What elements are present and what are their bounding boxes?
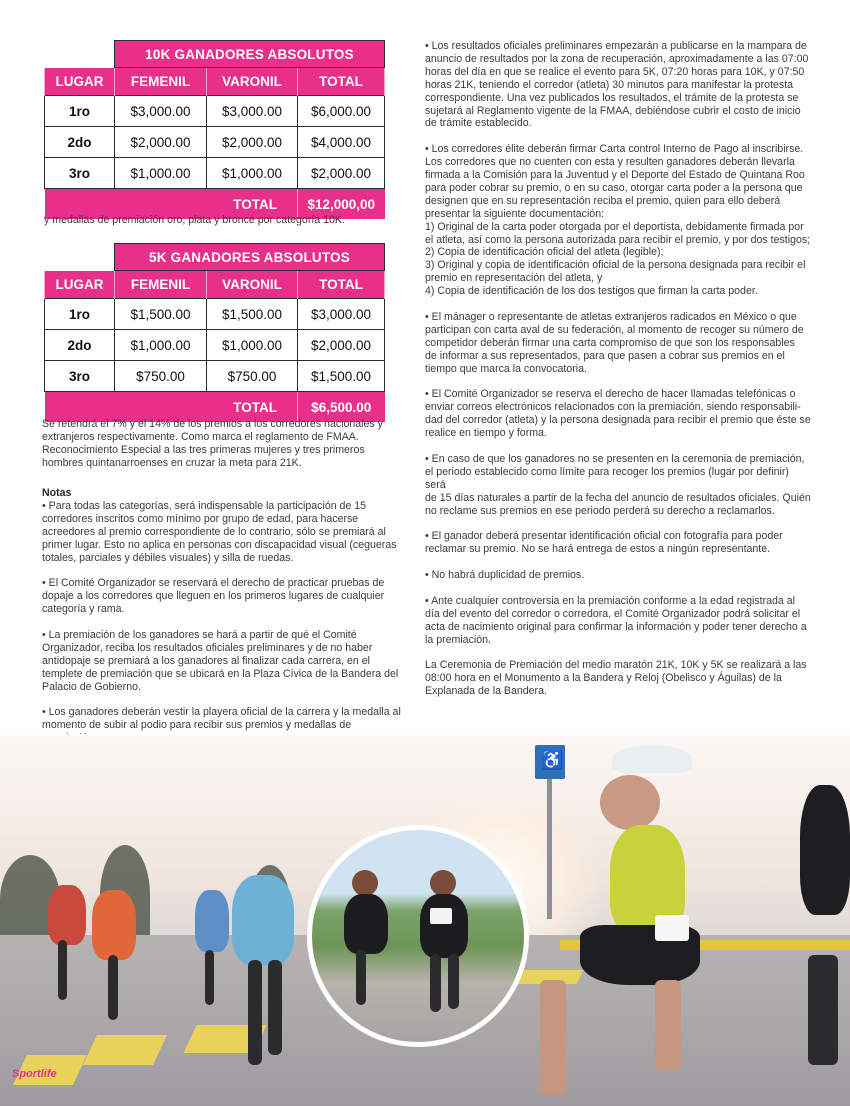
table-row — [45, 127, 385, 158]
runner-leg — [540, 980, 566, 1095]
runner-leg — [268, 960, 282, 1055]
total-value: $6,500.00 — [298, 392, 385, 423]
paragraph-controversy: • Ante cualquier controversia en la premiación conforme a la edad registrada al día del evento del corredor o corredora, el Comité Organizador podrá solicitar el acta de nacimiento original para confirmar la información y poder tener derecho a la premiación. — [425, 594, 807, 646]
paragraph-manager: • El mánager o representante de atletas extranjeros radicados en México o que participan con carta aval de su federación, al momento de recoger su número de competidor deberán firmar una carta compromiso de que son los responsables de informar a sus representados, para que pasen a cobrar sus premios en el tiempo que marca la convocatoria. — [425, 311, 804, 375]
runner-leg — [430, 954, 441, 1012]
cell-total: $3,000.00 — [298, 299, 385, 330]
sign-pole — [547, 779, 552, 919]
runner-leg — [108, 955, 118, 1020]
runner — [420, 894, 468, 958]
nota-item: • La premiación de los ganadores se hará a partir de qué el Comité Organizador, reciba los resultados oficiales preliminares y de no haber antidopaje se premiará a los ganadores al finalizar cada carrera, en el templete de premiación que se ubicará en la Plaza Cívica de la Bandera del Palacio de Gobierno. — [42, 628, 399, 693]
cell-varonil: $1,500.00 — [207, 299, 298, 330]
cell-lugar: 2do — [45, 330, 115, 361]
cell-femenil: $3,000.00 — [115, 96, 207, 127]
runner-leg — [808, 955, 838, 1065]
table-header-row — [45, 68, 385, 96]
cell-total: $6,000.00 — [298, 96, 385, 127]
retention-paragraph — [42, 418, 383, 470]
runner-head — [352, 870, 378, 896]
runner-leg — [655, 980, 681, 1070]
table-row — [45, 361, 385, 392]
runner — [48, 885, 86, 945]
header-total: TOTAL — [298, 271, 385, 299]
cell-total: $2,000.00 — [298, 330, 385, 361]
runner-leg — [448, 954, 459, 1009]
runner — [344, 894, 388, 954]
paragraph-results: • Los resultados oficiales preliminares empezarán a publicarse en la mampara de anuncio de resultados por la zona de recuperación, aproximadamente a las 07:00 horas del día en que se realice el evento para 5K, 07:20 horas para 10K, y 07:50 horas 21K, teniendo el corredor (atleta) 30 minutos para manifestar la protesta correspondiente. Una vez publicados los resultados, el trámite de la protesta se sujetará al Reglamento vigente de la FMAA, debiéndose cubrir el costo de inicio de trámite establecido. — [425, 40, 809, 130]
runner-head — [600, 775, 660, 830]
cell-femenil: $750.00 — [115, 361, 207, 392]
header-varonil: VARONIL — [207, 271, 298, 299]
cell-varonil: $750.00 — [207, 361, 298, 392]
total-label: TOTAL — [45, 189, 298, 220]
notas-heading: Notas — [42, 487, 72, 499]
header-total: TOTAL — [298, 68, 385, 96]
header-lugar: LUGAR — [45, 68, 115, 96]
table-title-row — [45, 41, 385, 68]
race-bib — [655, 915, 689, 941]
race-bib — [430, 908, 452, 924]
runner — [92, 890, 136, 960]
cell-total: $4,000.00 — [298, 127, 385, 158]
table-row — [45, 158, 385, 189]
table-5k-title: 5K GANADORES ABSOLUTOS — [115, 244, 385, 271]
table-10k — [44, 40, 385, 219]
paragraph-calls: • El Comité Organizador se reserva el derecho de hacer llamadas telefónicas o enviar correos electrónicos relacionados con la premiación, siendo responsabili- dad del corredor (atleta) y la persona designada para recibir el premio que éste se realice en tiempo y forma. — [425, 388, 811, 440]
cell-varonil: $1,000.00 — [207, 330, 298, 361]
cell-total: $1,500.00 — [298, 361, 385, 392]
table-row — [45, 299, 385, 330]
table-title-row — [45, 244, 385, 271]
accessibility-sign-icon — [535, 745, 565, 779]
runner — [800, 785, 850, 915]
nota-item: • Los ganadores deberán vestir la playera oficial de la carrera y la medalla al momento de subir al podio para recibir sus premios y medallas de — [42, 706, 401, 732]
runner — [195, 890, 229, 952]
total-value: $12,000,00 — [298, 189, 385, 220]
cell-varonil: $3,000.00 — [207, 96, 298, 127]
cell-femenil: $1,000.00 — [115, 330, 207, 361]
inset-photo — [307, 825, 529, 1047]
table-10k-title: 10K GANADORES ABSOLUTOS — [115, 41, 385, 68]
paragraph-absence: • En caso de que los ganadores no se presenten en la ceremonia de premiación, el periodo establecido como límite para recoger los premios (lugar por definir) será de 15 días naturales a partir de la fecha del anuncio de resultados oficiales. Quién no reclame sus premios en ese periodo perderá su derecho a reclamarlos. — [425, 452, 811, 517]
table-5k — [44, 243, 385, 422]
cell-total: $2,000.00 — [298, 158, 385, 189]
cell-lugar: 1ro — [45, 299, 115, 330]
header-varonil: VARONIL — [207, 68, 298, 96]
cap — [612, 745, 692, 773]
cell-lugar: 3ro — [45, 158, 115, 189]
cell-femenil: $1,000.00 — [115, 158, 207, 189]
cell-varonil: $2,000.00 — [207, 127, 298, 158]
paragraph-id: • El ganador deberá presentar identificación oficial con fotografía para poder reclamar su premio. No se hará entrega de estos a ningún representante. — [425, 530, 783, 556]
runner-head — [430, 870, 456, 896]
table-header-row — [45, 271, 385, 299]
right-column — [425, 40, 811, 711]
cell-varonil: $1,000.00 — [207, 158, 298, 189]
nota-item: • El Comité Organizador se reservará el derecho de practicar pruebas de dopaje a los corredores que lleguen en los primeros lugares de cualquier categoría y rama. — [42, 577, 385, 616]
header-lugar: LUGAR — [45, 271, 115, 299]
text-line: Se retendrá el 7% y el 14% de los premios a los corredores nacionales y — [42, 418, 383, 430]
text-line: extranjeros respectivamente. Como marca el reglamento de FMAA. — [42, 430, 359, 443]
medals-note: y medallas de premiación oro, plata y bronce por categoría 10K. — [44, 214, 345, 226]
paragraph-ceremony: La Ceremonia de Premiación del medio maratón 21K, 10K y 5K se realizará a las 08:00 hora en el Monumento a la Bandera y Reloj (Obelisco y Águilas) de la Explanada de la Bandera. — [425, 659, 807, 698]
table-row — [45, 96, 385, 127]
cell-lugar: 1ro — [45, 96, 115, 127]
crosswalk-stripe — [83, 1035, 167, 1065]
magazine-brand-logo: Sportlife — [12, 1068, 57, 1080]
text-line: Reconocimiento Especial a las tres primeras mujeres y tres primeros — [42, 443, 365, 456]
table-row — [45, 330, 385, 361]
runner-leg — [356, 950, 366, 1005]
runner-leg — [205, 950, 214, 1005]
header-femenil: FEMENIL — [115, 271, 207, 299]
cell-femenil: $1,500.00 — [115, 299, 207, 330]
cell-lugar: 3ro — [45, 361, 115, 392]
paragraph-duplicity: • No habrá duplicidad de premios. — [425, 569, 585, 582]
paragraph-elite: • Los corredores élite deberán firmar Carta control Interno de Pago al inscribirse. Los corredores que no cuenten con esta y resulten ganadores deberán llevarla firmada a la Comisión para la Juventud y el Deporte del Estado de Quintana Roo para poder cobrar su premio, o en su caso, otorgar carta poder a la persona que designen que en su representación reciba el premio, quien para ello deberá presentar la siguiente documentación: 1) Original de la carta poder otorgada por el deportista, debidamente firmada por el atleta, así como la persona autorizada para recibir el premio, y por dos testigos; 2) Copia de identificación oficial del atleta (legible); 3) Original y copia de identificación oficial de la persona designada para recibir el premio en representación del atleta, y 4) Copia de identificación de los dos testigos que firman la carta poder. — [425, 143, 811, 298]
nota-item: • Para todas las categorías, será indispensable la participación de 15 corredores inscritos como mínimo por grupo de edad, para hacerse acreedores al premio correspondiente de lo contrario, sólo se premiará al primer lugar. Esto no aplica en personas con discapacidad visual (cegueras totales, parciales y débiles visuales) y silla de ruedas. — [42, 499, 397, 564]
runner-leg — [58, 940, 67, 1000]
text-line: hombres quintanarroenses en cruzar la meta para 21K. — [42, 456, 302, 469]
cell-lugar: 2do — [45, 127, 115, 158]
race-photo — [0, 735, 850, 1106]
total-label: TOTAL — [45, 392, 298, 423]
runner-leg — [248, 960, 262, 1065]
cell-femenil: $2,000.00 — [115, 127, 207, 158]
header-femenil: FEMENIL — [115, 68, 207, 96]
runner — [232, 875, 294, 965]
